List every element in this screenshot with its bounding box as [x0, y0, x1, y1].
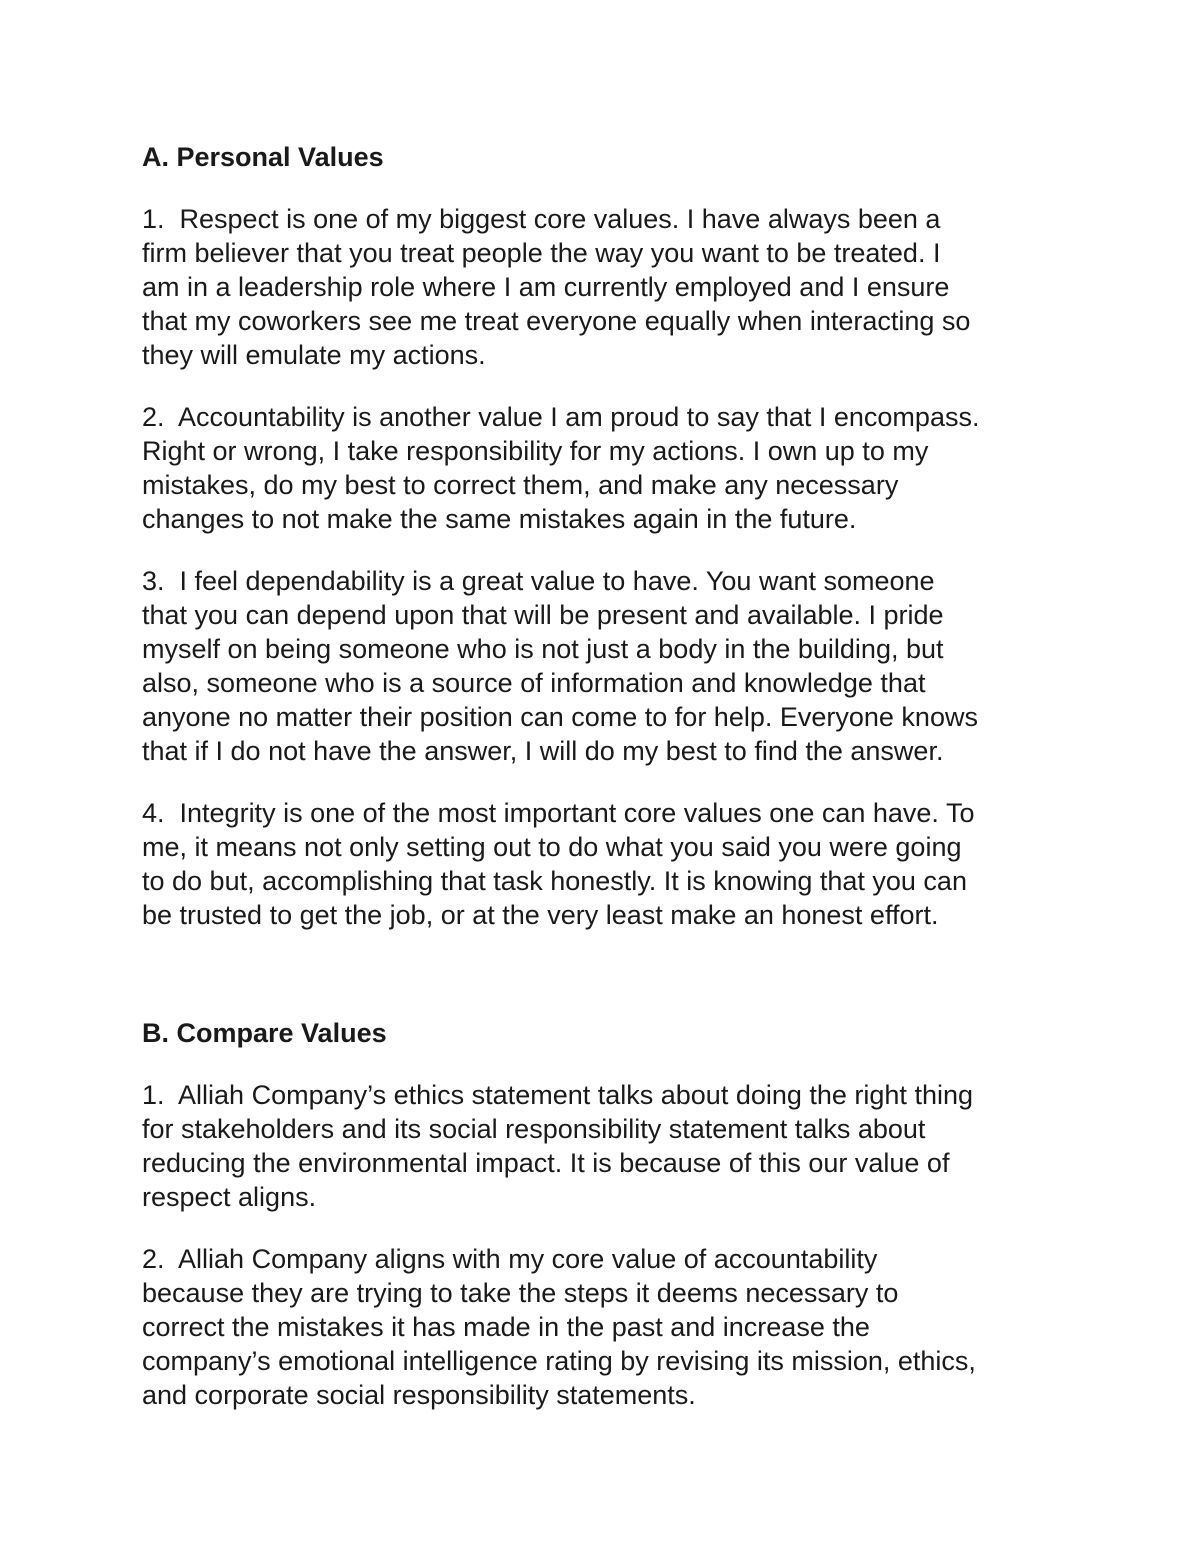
- text-line: for stakeholders and its social responsibility statement talks about: [142, 1114, 926, 1144]
- text-line: anyone no matter their position can come to for help. Everyone knows: [142, 702, 978, 732]
- text-line: 1. Alliah Company’s ethics statement talks about doing the right thing: [142, 1080, 973, 1110]
- section-heading: A. Personal Values: [142, 142, 384, 172]
- text-line: correct the mistakes it has made in the past and increase the: [142, 1312, 870, 1342]
- text-line: Right or wrong, I take responsibility for my actions. I own up to my: [142, 436, 929, 466]
- paragraph-ethics-statement: [142, 1078, 1072, 1214]
- section-heading: B. Compare Values: [142, 1018, 387, 1048]
- text-line: that my coworkers see me treat everyone equally when interacting so: [142, 306, 971, 336]
- text-line: me, it means not only setting out to do what you said you were going: [142, 832, 962, 862]
- section-compare-values: [142, 1016, 1072, 1412]
- paragraph-respect: [142, 202, 1072, 372]
- text-line: myself on being someone who is not just a body in the building, but: [142, 634, 944, 664]
- document-content: [142, 140, 1072, 1440]
- text-line: to do but, accomplishing that task honestly. It is knowing that you can: [142, 866, 967, 896]
- paragraph-accountability: [142, 400, 1072, 536]
- text-line: company’s emotional intelligence rating by revising its mission, ethics,: [142, 1346, 976, 1376]
- paragraph-accountability-alignment: [142, 1242, 1072, 1412]
- text-line: be trusted to get the job, or at the very least make an honest effort.: [142, 900, 939, 930]
- text-line: and corporate social responsibility statements.: [142, 1380, 696, 1410]
- text-line: 4. Integrity is one of the most important core values one can have. To: [142, 798, 975, 828]
- text-line: am in a leadership role where I am currently employed and I ensure: [142, 272, 950, 302]
- section-personal-values: [142, 140, 1072, 932]
- text-line: that you can depend upon that will be present and available. I pride: [142, 600, 944, 630]
- text-line: mistakes, do my best to correct them, and make any necessary: [142, 470, 899, 500]
- paragraph-integrity: [142, 796, 1072, 932]
- paragraph-dependability: [142, 564, 1072, 768]
- text-line: because they are trying to take the steps it deems necessary to: [142, 1278, 899, 1308]
- text-line: 2. Alliah Company aligns with my core value of accountability: [142, 1244, 878, 1274]
- text-line: they will emulate my actions.: [142, 340, 486, 370]
- text-line: respect aligns.: [142, 1182, 317, 1212]
- text-line: 3. I feel dependability is a great value to have. You want someone: [142, 566, 935, 596]
- text-line: 2. Accountability is another value I am proud to say that I encompass.: [142, 402, 980, 432]
- text-line: also, someone who is a source of information and knowledge that: [142, 668, 926, 698]
- text-line: that if I do not have the answer, I will do my best to find the answer.: [142, 736, 944, 766]
- text-line: firm believer that you treat people the way you want to be treated. I: [142, 238, 941, 268]
- text-line: changes to not make the same mistakes again in the future.: [142, 504, 857, 534]
- text-line: reducing the environmental impact. It is because of this our value of: [142, 1148, 950, 1178]
- text-line: 1. Respect is one of my biggest core values. I have always been a: [142, 204, 941, 234]
